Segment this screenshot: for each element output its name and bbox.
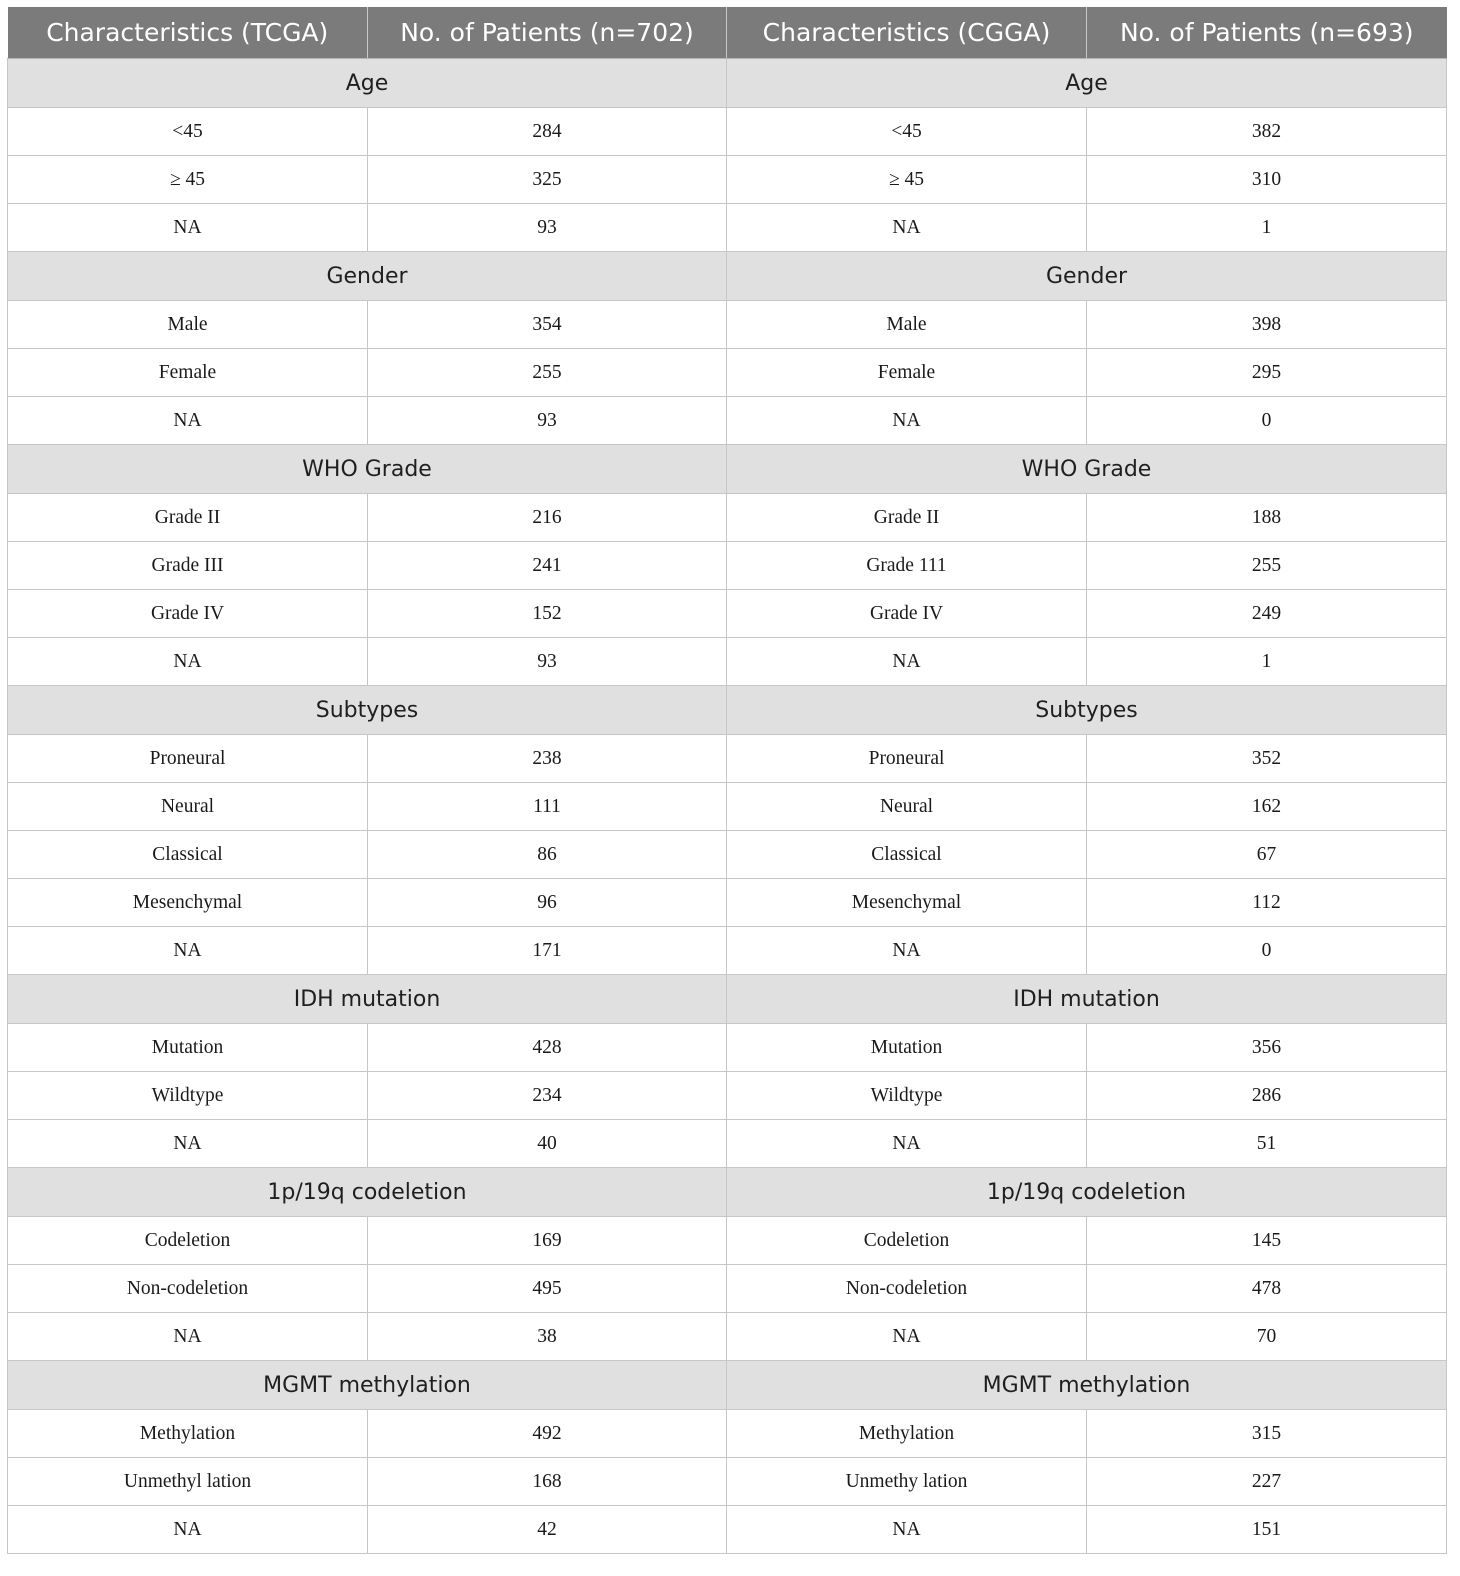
cgga-label-cell: NA	[727, 1120, 1087, 1168]
table-row	[8, 542, 1447, 590]
tcga-label-cell: Methylation	[8, 1410, 368, 1458]
cgga-value-cell: 151	[1087, 1506, 1447, 1554]
cgga-label-cell: Grade II	[727, 494, 1087, 542]
tcga-value-cell: 152	[368, 590, 727, 638]
table-row	[8, 301, 1447, 349]
section-title-cgga: MGMT methylation	[727, 1361, 1447, 1410]
tcga-value-cell: 38	[368, 1313, 727, 1361]
cgga-label-cell: Unmethy lation	[727, 1458, 1087, 1506]
cgga-value-cell: 51	[1087, 1120, 1447, 1168]
section-title-cgga: IDH mutation	[727, 975, 1447, 1024]
cgga-label-cell: NA	[727, 1313, 1087, 1361]
table-row	[8, 927, 1447, 975]
section-title-tcga: Age	[8, 59, 727, 108]
tcga-label-cell: <45	[8, 108, 368, 156]
cgga-label-cell: Grade 111	[727, 542, 1087, 590]
table-row	[8, 108, 1447, 156]
section-header-row	[8, 252, 1447, 301]
section-title-cgga: Age	[727, 59, 1447, 108]
tcga-value-cell: 234	[368, 1072, 727, 1120]
tcga-label-cell: Grade IV	[8, 590, 368, 638]
table-body	[8, 59, 1447, 1554]
cgga-label-cell: <45	[727, 108, 1087, 156]
header-cgga-patients: No. of Patients (n=693)	[1087, 7, 1447, 59]
cgga-value-cell: 249	[1087, 590, 1447, 638]
tcga-label-cell: Proneural	[8, 735, 368, 783]
tcga-value-cell: 93	[368, 397, 727, 445]
table-row	[8, 1120, 1447, 1168]
cgga-label-cell: Classical	[727, 831, 1087, 879]
section-title-tcga: Gender	[8, 252, 727, 301]
table-row	[8, 1024, 1447, 1072]
cgga-label-cell: NA	[727, 927, 1087, 975]
cgga-value-cell: 1	[1087, 204, 1447, 252]
section-header-row	[8, 975, 1447, 1024]
tcga-label-cell: Mesenchymal	[8, 879, 368, 927]
table-row	[8, 1506, 1447, 1554]
cgga-value-cell: 255	[1087, 542, 1447, 590]
table-row	[8, 204, 1447, 252]
cgga-value-cell: 352	[1087, 735, 1447, 783]
patient-characteristics-table	[7, 7, 1446, 1554]
cgga-label-cell: Proneural	[727, 735, 1087, 783]
table-row	[8, 1072, 1447, 1120]
tcga-value-cell: 492	[368, 1410, 727, 1458]
tcga-value-cell: 241	[368, 542, 727, 590]
table-row	[8, 1265, 1447, 1313]
section-header-row	[8, 1361, 1447, 1410]
tcga-label-cell: Classical	[8, 831, 368, 879]
cgga-label-cell: Mesenchymal	[727, 879, 1087, 927]
cgga-value-cell: 145	[1087, 1217, 1447, 1265]
section-header-row	[8, 445, 1447, 494]
table-row	[8, 590, 1447, 638]
tcga-label-cell: NA	[8, 1313, 368, 1361]
tcga-value-cell: 93	[368, 638, 727, 686]
cgga-value-cell: 0	[1087, 397, 1447, 445]
table-row	[8, 1410, 1447, 1458]
header-cgga-characteristics: Characteristics (CGGA)	[727, 7, 1087, 59]
tcga-label-cell: Codeletion	[8, 1217, 368, 1265]
tcga-value-cell: 255	[368, 349, 727, 397]
tcga-value-cell: 428	[368, 1024, 727, 1072]
cgga-label-cell: Wildtype	[727, 1072, 1087, 1120]
section-title-tcga: WHO Grade	[8, 445, 727, 494]
tcga-label-cell: Female	[8, 349, 368, 397]
cgga-label-cell: Mutation	[727, 1024, 1087, 1072]
tcga-value-cell: 40	[368, 1120, 727, 1168]
cgga-value-cell: 188	[1087, 494, 1447, 542]
table-row	[8, 1458, 1447, 1506]
cgga-label-cell: NA	[727, 1506, 1087, 1554]
cgga-value-cell: 1	[1087, 638, 1447, 686]
table-row	[8, 735, 1447, 783]
tcga-value-cell: 86	[368, 831, 727, 879]
table-row	[8, 638, 1447, 686]
cgga-value-cell: 227	[1087, 1458, 1447, 1506]
tcga-value-cell: 168	[368, 1458, 727, 1506]
tcga-label-cell: NA	[8, 397, 368, 445]
table-row	[8, 156, 1447, 204]
cgga-value-cell: 398	[1087, 301, 1447, 349]
table-row	[8, 349, 1447, 397]
section-title-tcga: 1p/19q codeletion	[8, 1168, 727, 1217]
cgga-label-cell: NA	[727, 397, 1087, 445]
data-table	[7, 7, 1447, 1554]
table-row	[8, 1313, 1447, 1361]
section-header-row	[8, 686, 1447, 735]
table-row	[8, 783, 1447, 831]
cgga-label-cell: Neural	[727, 783, 1087, 831]
cgga-label-cell: Methylation	[727, 1410, 1087, 1458]
cgga-label-cell: ≥ 45	[727, 156, 1087, 204]
cgga-label-cell: Female	[727, 349, 1087, 397]
tcga-label-cell: Male	[8, 301, 368, 349]
cgga-value-cell: 286	[1087, 1072, 1447, 1120]
table-header	[8, 7, 1447, 59]
table-row	[8, 1217, 1447, 1265]
table-row	[8, 879, 1447, 927]
tcga-label-cell: NA	[8, 204, 368, 252]
cgga-value-cell: 70	[1087, 1313, 1447, 1361]
section-header-row	[8, 59, 1447, 108]
cgga-value-cell: 162	[1087, 783, 1447, 831]
tcga-label-cell: NA	[8, 927, 368, 975]
cgga-value-cell: 112	[1087, 879, 1447, 927]
table-row	[8, 397, 1447, 445]
tcga-label-cell: NA	[8, 1120, 368, 1168]
header-tcga-characteristics: Characteristics (TCGA)	[8, 7, 368, 59]
section-title-cgga: 1p/19q codeletion	[727, 1168, 1447, 1217]
tcga-value-cell: 284	[368, 108, 727, 156]
section-header-row	[8, 1168, 1447, 1217]
tcga-value-cell: 169	[368, 1217, 727, 1265]
cgga-label-cell: NA	[727, 638, 1087, 686]
cgga-label-cell: Grade IV	[727, 590, 1087, 638]
tcga-label-cell: Non-codeletion	[8, 1265, 368, 1313]
tcga-label-cell: NA	[8, 638, 368, 686]
cgga-label-cell: NA	[727, 204, 1087, 252]
tcga-value-cell: 325	[368, 156, 727, 204]
cgga-value-cell: 0	[1087, 927, 1447, 975]
tcga-value-cell: 495	[368, 1265, 727, 1313]
section-title-tcga: IDH mutation	[8, 975, 727, 1024]
tcga-label-cell: Grade II	[8, 494, 368, 542]
table-row	[8, 831, 1447, 879]
tcga-value-cell: 171	[368, 927, 727, 975]
cgga-value-cell: 356	[1087, 1024, 1447, 1072]
tcga-label-cell: Mutation	[8, 1024, 368, 1072]
tcga-label-cell: Wildtype	[8, 1072, 368, 1120]
tcga-value-cell: 42	[368, 1506, 727, 1554]
section-title-tcga: Subtypes	[8, 686, 727, 735]
cgga-value-cell: 295	[1087, 349, 1447, 397]
tcga-value-cell: 216	[368, 494, 727, 542]
cgga-value-cell: 315	[1087, 1410, 1447, 1458]
tcga-value-cell: 354	[368, 301, 727, 349]
section-title-cgga: Gender	[727, 252, 1447, 301]
cgga-value-cell: 478	[1087, 1265, 1447, 1313]
cgga-label-cell: Non-codeletion	[727, 1265, 1087, 1313]
cgga-value-cell: 310	[1087, 156, 1447, 204]
cgga-value-cell: 67	[1087, 831, 1447, 879]
tcga-value-cell: 96	[368, 879, 727, 927]
cgga-label-cell: Male	[727, 301, 1087, 349]
section-title-cgga: WHO Grade	[727, 445, 1447, 494]
cgga-label-cell: Codeletion	[727, 1217, 1087, 1265]
tcga-label-cell: ≥ 45	[8, 156, 368, 204]
section-title-cgga: Subtypes	[727, 686, 1447, 735]
cgga-value-cell: 382	[1087, 108, 1447, 156]
tcga-value-cell: 111	[368, 783, 727, 831]
tcga-label-cell: Grade III	[8, 542, 368, 590]
table-row	[8, 494, 1447, 542]
tcga-label-cell: Neural	[8, 783, 368, 831]
tcga-label-cell: Unmethyl lation	[8, 1458, 368, 1506]
section-title-tcga: MGMT methylation	[8, 1361, 727, 1410]
header-tcga-patients: No. of Patients (n=702)	[368, 7, 727, 59]
tcga-value-cell: 238	[368, 735, 727, 783]
tcga-value-cell: 93	[368, 204, 727, 252]
tcga-label-cell: NA	[8, 1506, 368, 1554]
header-row	[8, 7, 1447, 59]
